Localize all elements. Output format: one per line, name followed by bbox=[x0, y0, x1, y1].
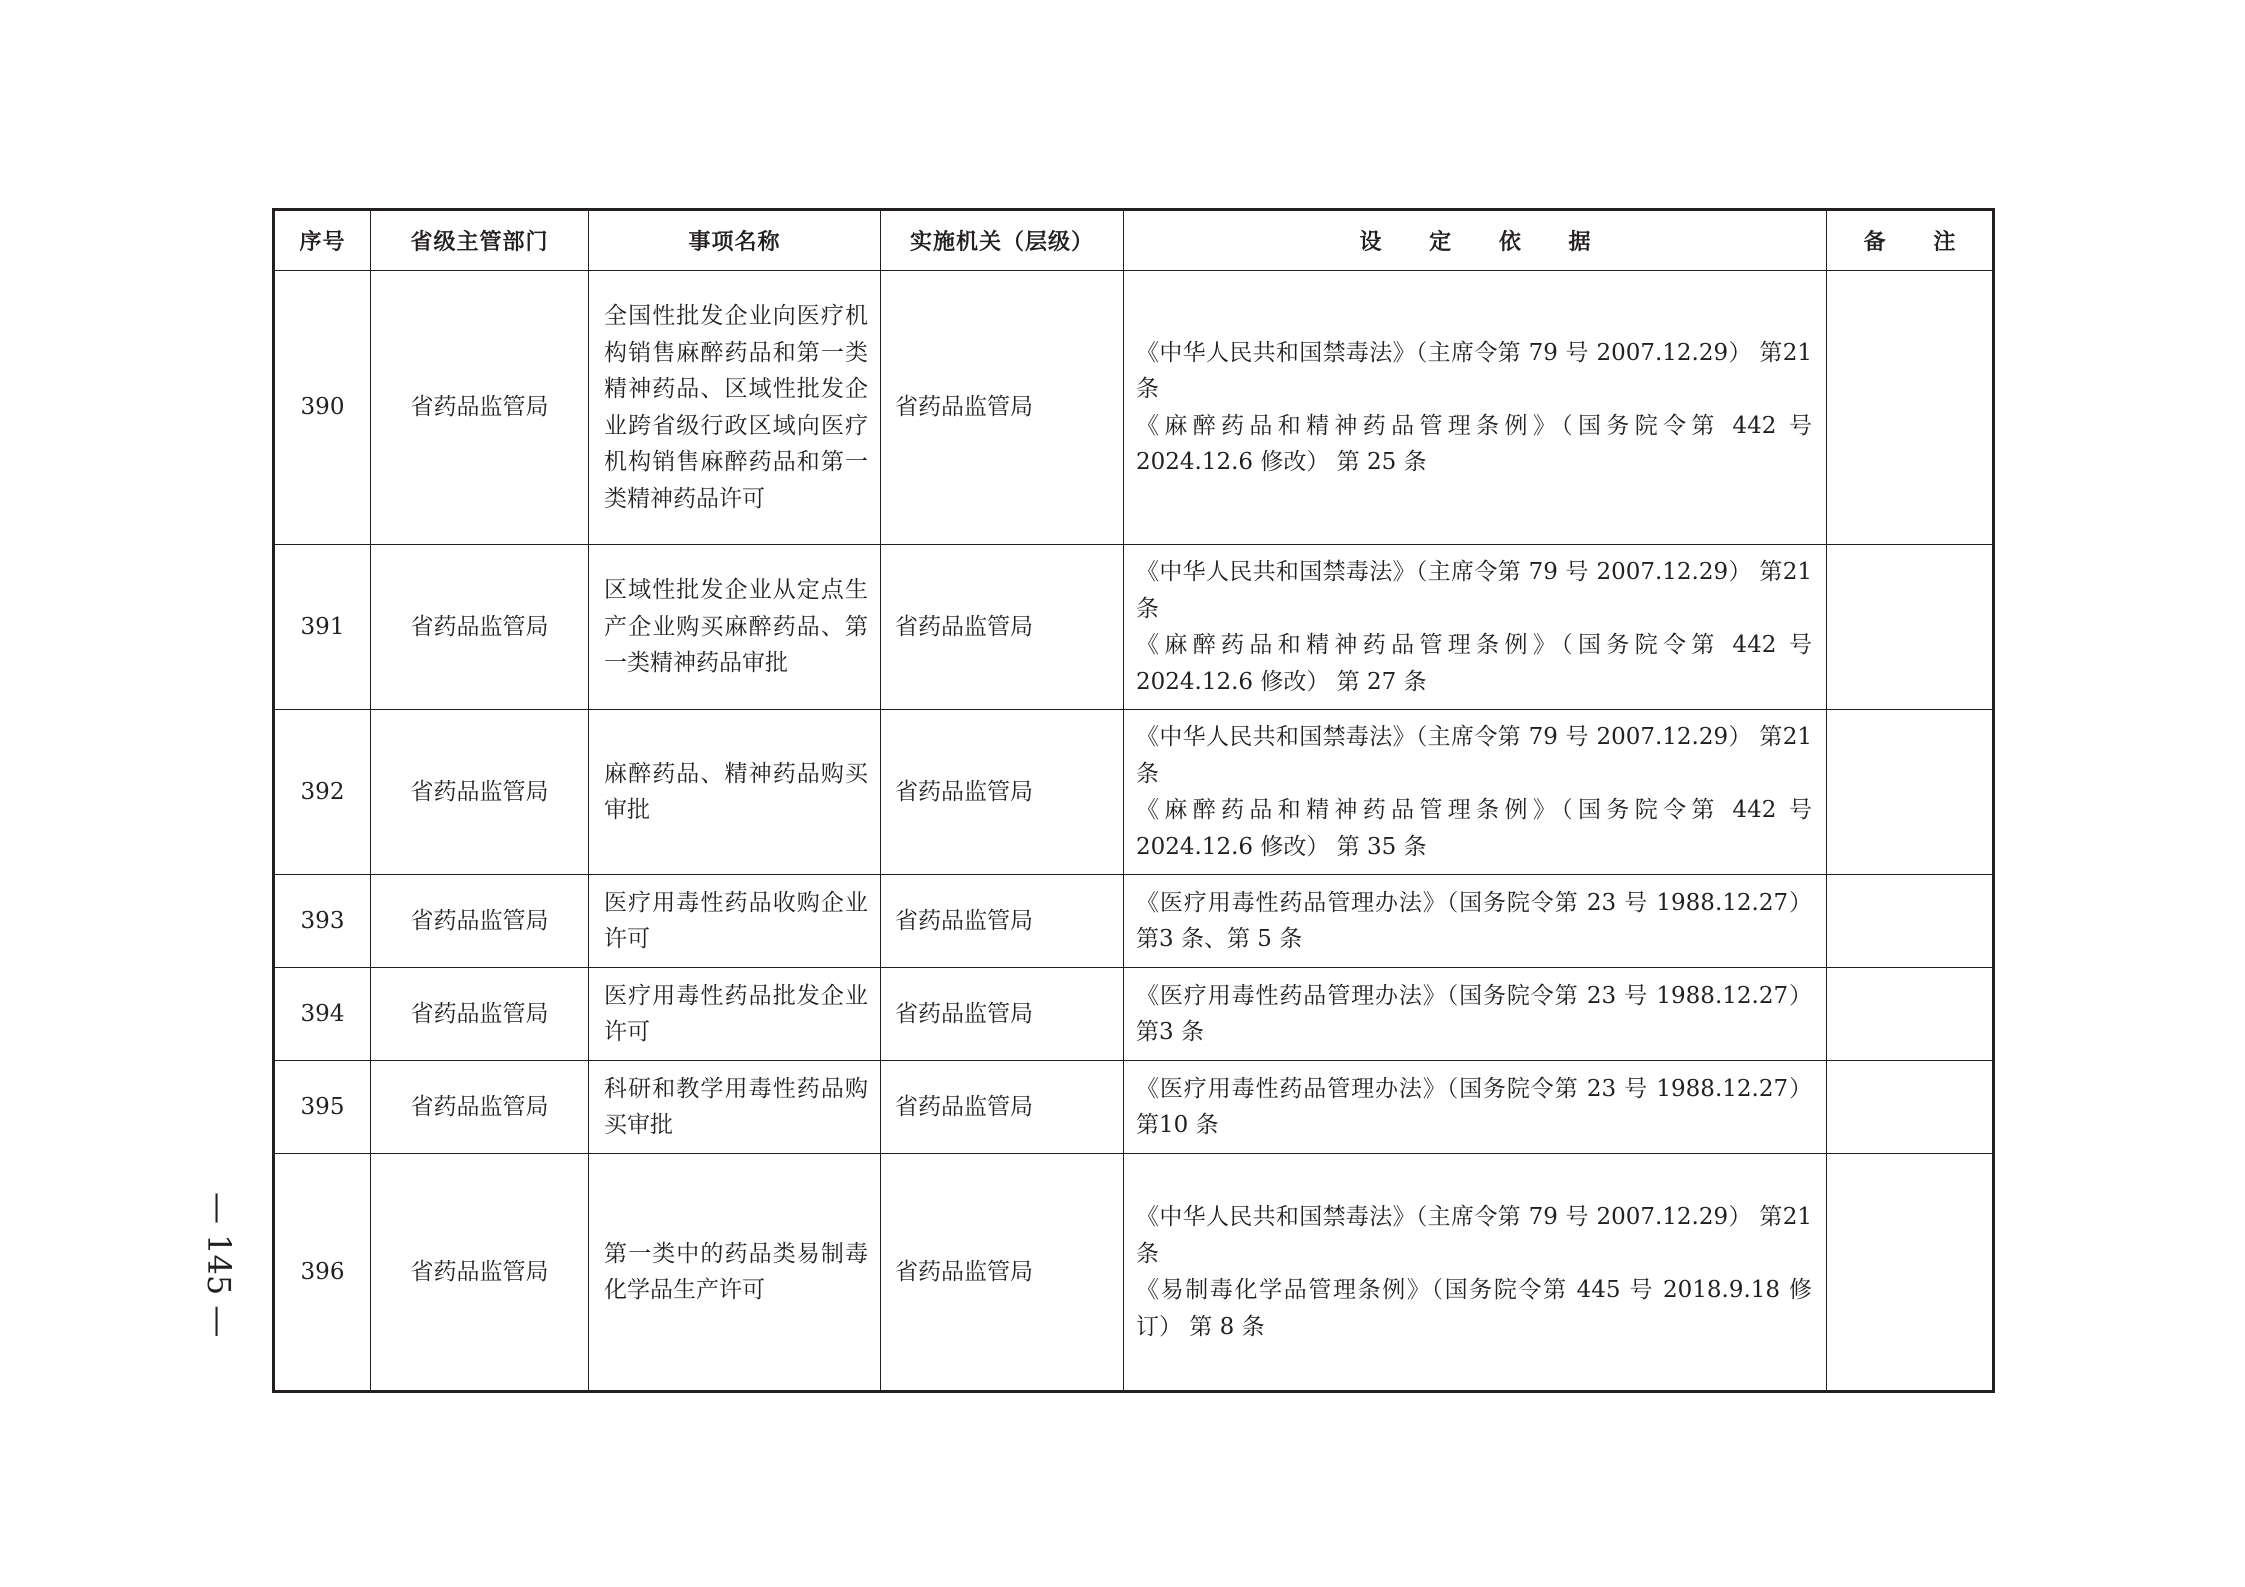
header-department: 省级主管部门 bbox=[371, 210, 589, 271]
cell-item-name: 第一类中的药品类易制毒化学品生产许可 bbox=[589, 1154, 881, 1392]
basis-line: 《中华人民共和国禁毒法》（主席令第 79 号 2007.12.29） 第21 条 bbox=[1136, 559, 1812, 622]
cell-legal-basis bbox=[1124, 968, 1827, 1061]
cell-item-name: 科研和教学用毒性药品购买审批 bbox=[589, 1061, 881, 1154]
header-remarks: 备 注 bbox=[1827, 210, 1994, 271]
cell-implementing-agency: 省药品监管局 bbox=[881, 710, 1124, 875]
cell-item-name: 麻醉药品、精神药品购买审批 bbox=[589, 710, 881, 875]
cell-implementing-agency: 省药品监管局 bbox=[881, 1154, 1124, 1392]
cell-serial-number: 395 bbox=[274, 1061, 371, 1154]
basis-line: 《医疗用毒性药品管理办法》（国务院令第 23 号 1988.12.27） 第3 条、第 5 条 bbox=[1136, 889, 1812, 952]
basis-line: 《医疗用毒性药品管理办法》（国务院令第 23 号 1988.12.27） 第10 条 bbox=[1136, 1075, 1812, 1138]
cell-legal-basis bbox=[1124, 875, 1827, 968]
page-number: — 145 — bbox=[200, 1192, 238, 1338]
basis-line: 《麻醉药品和精神药品管理条例》（国务院令第 442 号 2024.12.6 修改） 第 25 条 bbox=[1136, 412, 1812, 475]
header-legal-basis: 设 定 依 据 bbox=[1124, 210, 1827, 271]
table-header-row bbox=[274, 210, 1994, 271]
cell-remarks bbox=[1827, 1154, 1994, 1392]
cell-department: 省药品监管局 bbox=[371, 710, 589, 875]
cell-serial-number: 393 bbox=[274, 875, 371, 968]
cell-serial-number: 392 bbox=[274, 710, 371, 875]
cell-department: 省药品监管局 bbox=[371, 875, 589, 968]
cell-implementing-agency: 省药品监管局 bbox=[881, 1061, 1124, 1154]
table-row bbox=[274, 545, 1994, 710]
cell-legal-basis bbox=[1124, 710, 1827, 875]
table-row bbox=[274, 271, 1994, 545]
cell-department: 省药品监管局 bbox=[371, 271, 589, 545]
table-row bbox=[274, 1154, 1994, 1392]
header-item-name: 事项名称 bbox=[589, 210, 881, 271]
cell-serial-number: 390 bbox=[274, 271, 371, 545]
basis-line: 《麻醉药品和精神药品管理条例》（国务院令第 442 号 2024.12.6 修改） 第 27 条 bbox=[1136, 632, 1812, 695]
table-body bbox=[274, 271, 1994, 1392]
cell-item-name: 医疗用毒性药品收购企业许可 bbox=[589, 875, 881, 968]
cell-remarks bbox=[1827, 968, 1994, 1061]
basis-line: 《中华人民共和国禁毒法》（主席令第 79 号 2007.12.29） 第21 条 bbox=[1136, 724, 1812, 787]
basis-line: 《麻醉药品和精神药品管理条例》（国务院令第 442 号 2024.12.6 修改） 第 35 条 bbox=[1136, 797, 1812, 860]
cell-item-name: 全国性批发企业向医疗机构销售麻醉药品和第一类精神药品、区域性批发企业跨省级行政区域向医疗机构销售麻醉药品和第一类精神药品许可 bbox=[589, 271, 881, 545]
basis-line: 《中华人民共和国禁毒法》（主席令第 79 号 2007.12.29） 第21 条 bbox=[1136, 339, 1812, 402]
cell-remarks bbox=[1827, 1061, 1994, 1154]
table-row bbox=[274, 875, 1994, 968]
cell-serial-number: 394 bbox=[274, 968, 371, 1061]
cell-legal-basis bbox=[1124, 271, 1827, 545]
cell-serial-number: 396 bbox=[274, 1154, 371, 1392]
cell-implementing-agency: 省药品监管局 bbox=[881, 875, 1124, 968]
cell-implementing-agency: 省药品监管局 bbox=[881, 271, 1124, 545]
cell-department: 省药品监管局 bbox=[371, 1061, 589, 1154]
cell-department: 省药品监管局 bbox=[371, 545, 589, 710]
cell-remarks bbox=[1827, 545, 1994, 710]
cell-implementing-agency: 省药品监管局 bbox=[881, 968, 1124, 1061]
basis-line: 《医疗用毒性药品管理办法》（国务院令第 23 号 1988.12.27） 第3 条 bbox=[1136, 982, 1812, 1045]
cell-serial-number: 391 bbox=[274, 545, 371, 710]
cell-legal-basis bbox=[1124, 1154, 1827, 1392]
cell-item-name: 医疗用毒性药品批发企业许可 bbox=[589, 968, 881, 1061]
regulation-table bbox=[272, 208, 1995, 1393]
table-row bbox=[274, 968, 1994, 1061]
table-row bbox=[274, 710, 1994, 875]
cell-remarks bbox=[1827, 710, 1994, 875]
basis-line: 《易制毒化学品管理条例》（国务院令第 445 号 2018.9.18 修订） 第 8 条 bbox=[1136, 1277, 1812, 1340]
cell-department: 省药品监管局 bbox=[371, 968, 589, 1061]
basis-line: 《中华人民共和国禁毒法》（主席令第 79 号 2007.12.29） 第21 条 bbox=[1136, 1204, 1812, 1267]
cell-remarks bbox=[1827, 271, 1994, 545]
header-implementing-agency: 实施机关（层级） bbox=[881, 210, 1124, 271]
cell-legal-basis bbox=[1124, 1061, 1827, 1154]
cell-remarks bbox=[1827, 875, 1994, 968]
table-row bbox=[274, 1061, 1994, 1154]
cell-department: 省药品监管局 bbox=[371, 1154, 589, 1392]
cell-implementing-agency: 省药品监管局 bbox=[881, 545, 1124, 710]
cell-item-name: 区域性批发企业从定点生产企业购买麻醉药品、第一类精神药品审批 bbox=[589, 545, 881, 710]
header-serial-number: 序号 bbox=[274, 210, 371, 271]
cell-legal-basis bbox=[1124, 545, 1827, 710]
